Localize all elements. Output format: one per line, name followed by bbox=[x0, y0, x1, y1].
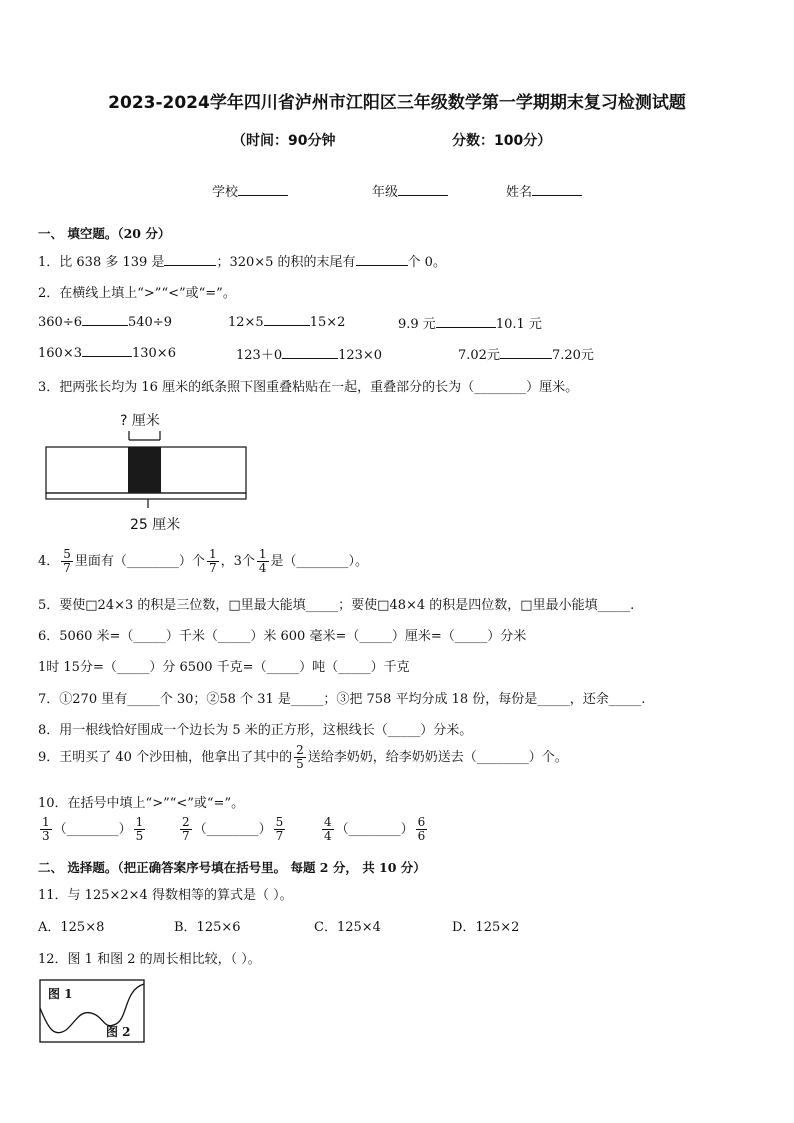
name-field bbox=[506, 181, 582, 200]
q2-blank[interactable] bbox=[82, 344, 132, 357]
overlap-length-label: ? 厘米 bbox=[120, 413, 160, 429]
fraction-2-5: $\frac{2}{5}$ bbox=[296, 743, 304, 771]
q1-blank-1[interactable] bbox=[164, 253, 216, 266]
q10-pair-3 bbox=[320, 816, 429, 843]
q10-pair-2 bbox=[178, 816, 287, 843]
fraction-1-5: $\frac{1}{5}$ bbox=[135, 815, 144, 843]
q2-expr: 10.1 元 bbox=[495, 317, 542, 332]
q2-row2-item1 bbox=[38, 344, 176, 361]
q2-row1-item1 bbox=[38, 313, 172, 330]
exam-time: （时间：90分钟 bbox=[232, 133, 336, 149]
strip-2 bbox=[46, 493, 246, 499]
overlap-region bbox=[128, 447, 161, 493]
fraction-5-7: $\frac{5}{7}$ bbox=[275, 815, 284, 843]
q2-expr: 540÷9 bbox=[127, 315, 172, 330]
fraction-1-4: $\frac{1}{4}$ bbox=[258, 547, 267, 575]
q2-expr: 7.02元 bbox=[458, 348, 500, 363]
q10-pair-1 bbox=[38, 816, 147, 843]
question-9 bbox=[38, 744, 568, 771]
q2-expr: 160×3 bbox=[38, 346, 82, 361]
q2-expr: 7.20元 bbox=[551, 348, 594, 363]
q4-number: 4． bbox=[38, 554, 60, 569]
question-7: 7．①270 里有_____个 30；②58 个 31 是_____；③把 758 平均分成 18 份，每份是_____，还余_____. bbox=[38, 692, 646, 707]
q1-text-c: 个 0。 bbox=[407, 255, 446, 270]
question-4 bbox=[38, 548, 368, 575]
q2-row1-item3 bbox=[398, 313, 542, 332]
q11-option-d[interactable]: D．125×2 bbox=[452, 920, 520, 935]
question-2-stem: 2．在横线上填上“>”“<”或“=”。 bbox=[38, 286, 236, 301]
question-8: 8．用一根线恰好围成一个边长为 5 米的正方形，这根线长（_____）分米。 bbox=[38, 723, 473, 738]
question-11-stem: 11．与 125×2×4 得数相等的算式是（ ）。 bbox=[38, 888, 293, 903]
q9-text-a: 9．王明买了 40 个沙田柚，他拿出了其中的 bbox=[38, 750, 293, 765]
question-6b: 1时 15分=（_____）分 6500 千克=（_____）吨（_____）千克 bbox=[38, 660, 410, 675]
q2-expr: 9.9 元 bbox=[398, 317, 436, 332]
fraction-6-6: $\frac{6}{6}$ bbox=[417, 815, 426, 843]
page-title: 2023-2024学年四川省泸州市江阳区三年级数学第一学期期末复习检测试题 bbox=[108, 93, 686, 113]
question-3-stem: 3．把两张长均为 16 厘米的纸条照下图重叠粘贴在一起，重叠部分的长为（________）厘米。 bbox=[38, 380, 579, 395]
q9-text-b: 送给李奶奶，给李奶奶送去（________）个。 bbox=[307, 750, 568, 765]
q2-expr: 15×2 bbox=[309, 315, 346, 330]
q4-text-3: 是（________）。 bbox=[270, 554, 369, 569]
q2-blank[interactable] bbox=[282, 346, 338, 359]
question-10-stem: 10．在括号中填上“>”“<”或“=”。 bbox=[38, 796, 245, 811]
perimeter-figure bbox=[38, 978, 148, 1046]
q11-option-b[interactable]: B．125×6 bbox=[174, 920, 241, 935]
exam-score: 分数：100分） bbox=[452, 133, 552, 149]
q2-blank[interactable] bbox=[500, 346, 552, 359]
q2-expr: 130×6 bbox=[131, 346, 176, 361]
q4-text-1: 里面有（________）个 bbox=[74, 554, 205, 569]
q2-blank[interactable] bbox=[264, 313, 310, 326]
section1-heading: 一、 填空题。（20 分） bbox=[38, 226, 171, 241]
question-1 bbox=[38, 251, 446, 270]
figure-2-label: 图 2 bbox=[106, 1025, 131, 1039]
q1-blank-2[interactable] bbox=[356, 253, 408, 266]
section2-heading: 二、 选择题。（把正确答案序号填在括号里。 每题 2 分， 共 10 分） bbox=[38, 860, 426, 875]
q10-blank[interactable]: （________） bbox=[53, 822, 132, 837]
q2-row2-item3 bbox=[458, 344, 594, 363]
q1-text-b: ；320×5 的积的末尾有 bbox=[216, 255, 356, 270]
total-length-label: 25 厘米 bbox=[130, 517, 181, 533]
q11-option-c[interactable]: C．125×4 bbox=[314, 920, 381, 935]
fraction-1-3: $\frac{1}{3}$ bbox=[42, 815, 50, 843]
fraction-1-7: $\frac{1}{7}$ bbox=[208, 547, 217, 575]
figure-1-label: 图 1 bbox=[48, 987, 73, 1001]
q2-blank[interactable] bbox=[436, 315, 496, 328]
q2-row2-item2 bbox=[236, 344, 382, 363]
q11-option-a[interactable]: A．125×8 bbox=[38, 920, 105, 935]
question-12-stem: 12．图 1 和图 2 的周长相比较，（ ）。 bbox=[38, 952, 261, 967]
school-field bbox=[212, 181, 288, 200]
question-6a: 6．5060 米=（_____）千米（_____）米 600 毫米=（_____）厘米=（_____）分米 bbox=[38, 629, 527, 644]
q2-expr: 123＋0 bbox=[236, 348, 283, 363]
school-blank[interactable] bbox=[238, 183, 288, 196]
q4-text-2: ，3个 bbox=[220, 554, 255, 569]
q2-row1-item2 bbox=[228, 313, 345, 330]
overlap-strips-figure bbox=[38, 408, 258, 536]
q2-expr: 12×5 bbox=[228, 315, 264, 330]
fraction-2-7: $\frac{2}{7}$ bbox=[182, 815, 190, 843]
fraction-4-4: $\frac{4}{4}$ bbox=[324, 815, 332, 843]
school-label: 学校 bbox=[212, 185, 239, 200]
name-label: 姓名 bbox=[506, 185, 533, 200]
fraction-5-7: $\frac{5}{7}$ bbox=[63, 547, 71, 575]
grade-blank[interactable] bbox=[398, 183, 448, 196]
q2-expr: 123×0 bbox=[338, 348, 383, 363]
q10-blank[interactable]: （________） bbox=[193, 822, 272, 837]
q2-blank[interactable] bbox=[82, 313, 128, 326]
q2-expr: 360÷6 bbox=[38, 315, 82, 330]
q1-text-a: 1．比 638 多 139 是 bbox=[38, 255, 165, 270]
grade-label: 年级 bbox=[372, 185, 399, 200]
name-blank[interactable] bbox=[532, 183, 582, 196]
question-5: 5．要使□24×3 的积是三位数，□里最大能填_____；要使□48×4 的积是四位数，□里最小能填_____. bbox=[38, 598, 635, 613]
q10-blank[interactable]: （________） bbox=[335, 822, 414, 837]
grade-field bbox=[372, 181, 448, 200]
